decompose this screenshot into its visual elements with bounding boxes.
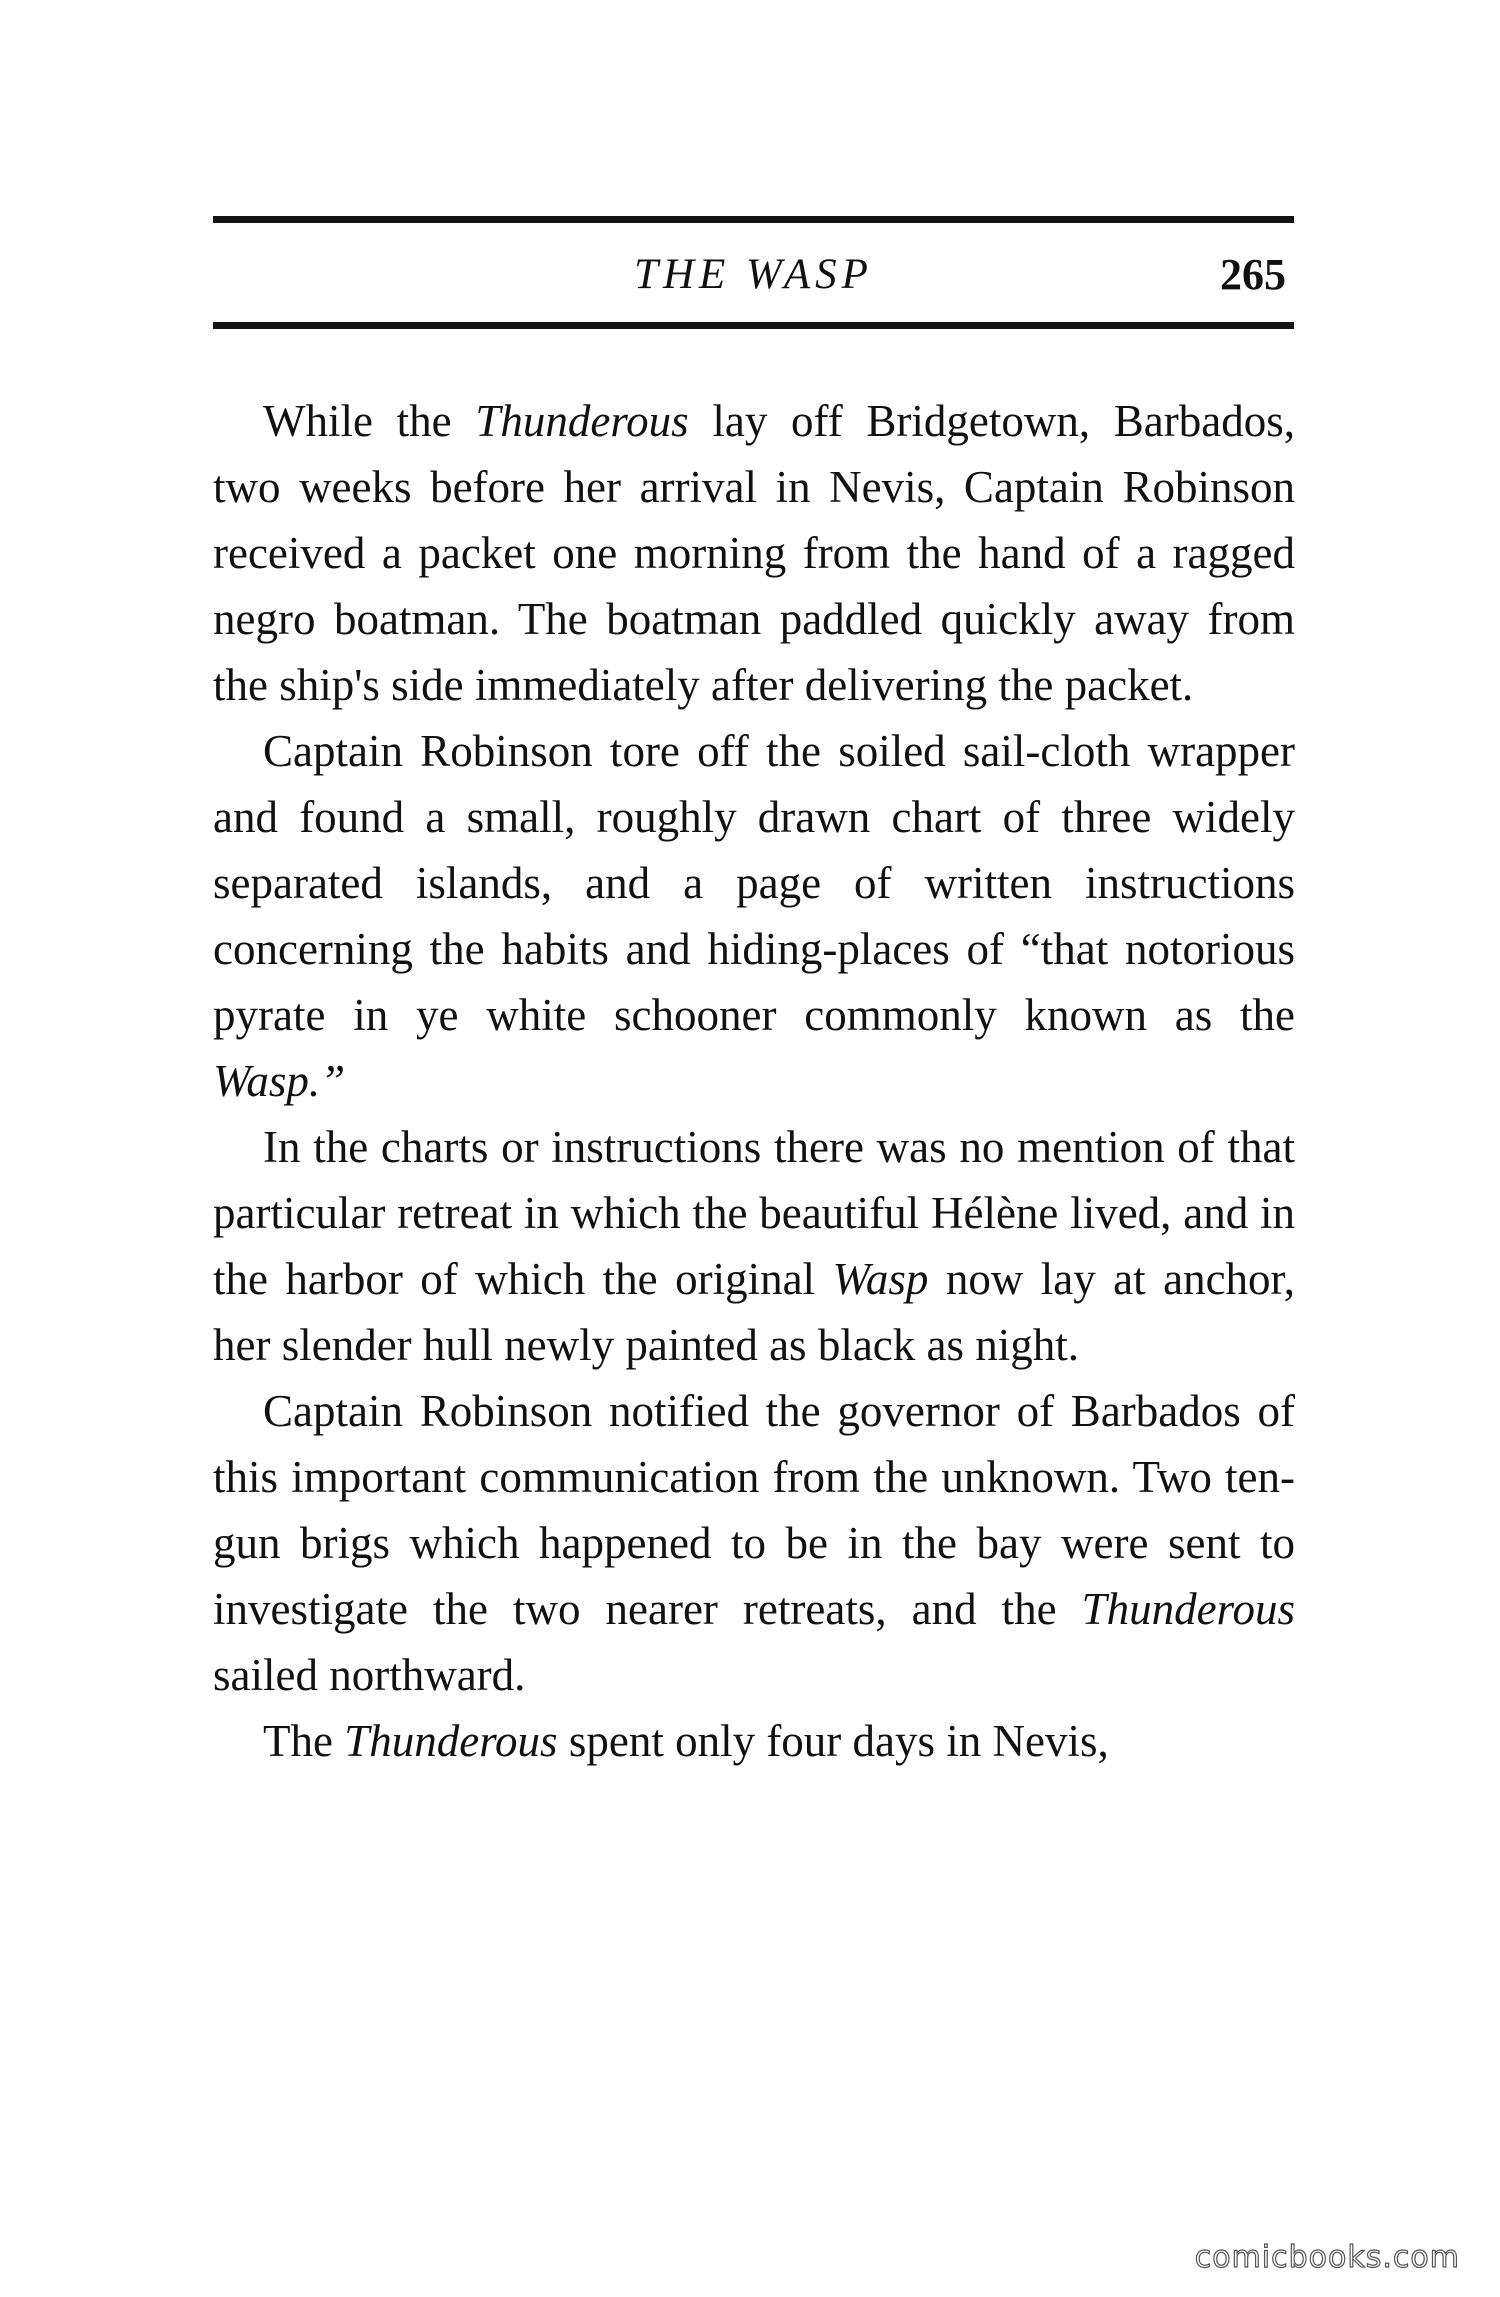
text-segment: spent only four days in Nevis, <box>557 1716 1109 1766</box>
text-segment: In the charts or instructions there was no mention of that particular retreat in which the beautiful Hélène lived, and in the harbor of which the original <box>213 1122 1295 1304</box>
text-segment: now lay at anchor, her slender hull newly painted as black as night. <box>213 1254 1295 1370</box>
ship-name: Thunderous <box>1081 1584 1295 1634</box>
text-segment: sailed northward. <box>213 1650 526 1700</box>
watermark: comicbooks.com <box>1194 2240 1460 2275</box>
running-title: THE WASP <box>634 251 873 298</box>
text-segment: lay off Bridgetown, Barbados, two weeks before her arrival in Nevis, Captain Robinson received a packet one morning from the hand of a ragged negro boatman. The boatman paddled quickly away from the ship's side immediately after delivering the packet. <box>213 396 1295 710</box>
ship-name: Thunderous <box>344 1716 558 1766</box>
text-segment: The <box>263 1716 345 1766</box>
ship-name: Wasp <box>832 1254 929 1304</box>
text-segment: Captain Robinson notified the governor of Barbados of this important communication from the unknown. Two ten-gun brigs which happened to be in the bay were sent to investigate the two nearer retreats, and the <box>213 1386 1295 1634</box>
paragraph-4 <box>213 1378 1295 1708</box>
header-rule-bottom <box>213 322 1294 329</box>
ship-name: Wasp.” <box>213 1056 346 1106</box>
running-header <box>213 245 1294 305</box>
text-segment: Captain Robinson tore off the soiled sail-cloth wrapper and found a small, roughly drawn chart of three widely separated islands, and a page of written instructions concerning the habits and hiding-places of “that notorious pyrate in ye white schooner commonly known as the <box>213 726 1295 1040</box>
ship-name: Thunderous <box>475 396 689 446</box>
paragraph-3 <box>213 1114 1295 1378</box>
header-rule-top <box>213 216 1294 223</box>
body-text <box>213 388 1295 1774</box>
paragraph-5 <box>213 1708 1295 1774</box>
page-number: 265 <box>1220 250 1286 299</box>
paragraph-2 <box>213 718 1295 1114</box>
text-segment: While the <box>263 396 476 446</box>
paragraph-1 <box>213 388 1295 718</box>
